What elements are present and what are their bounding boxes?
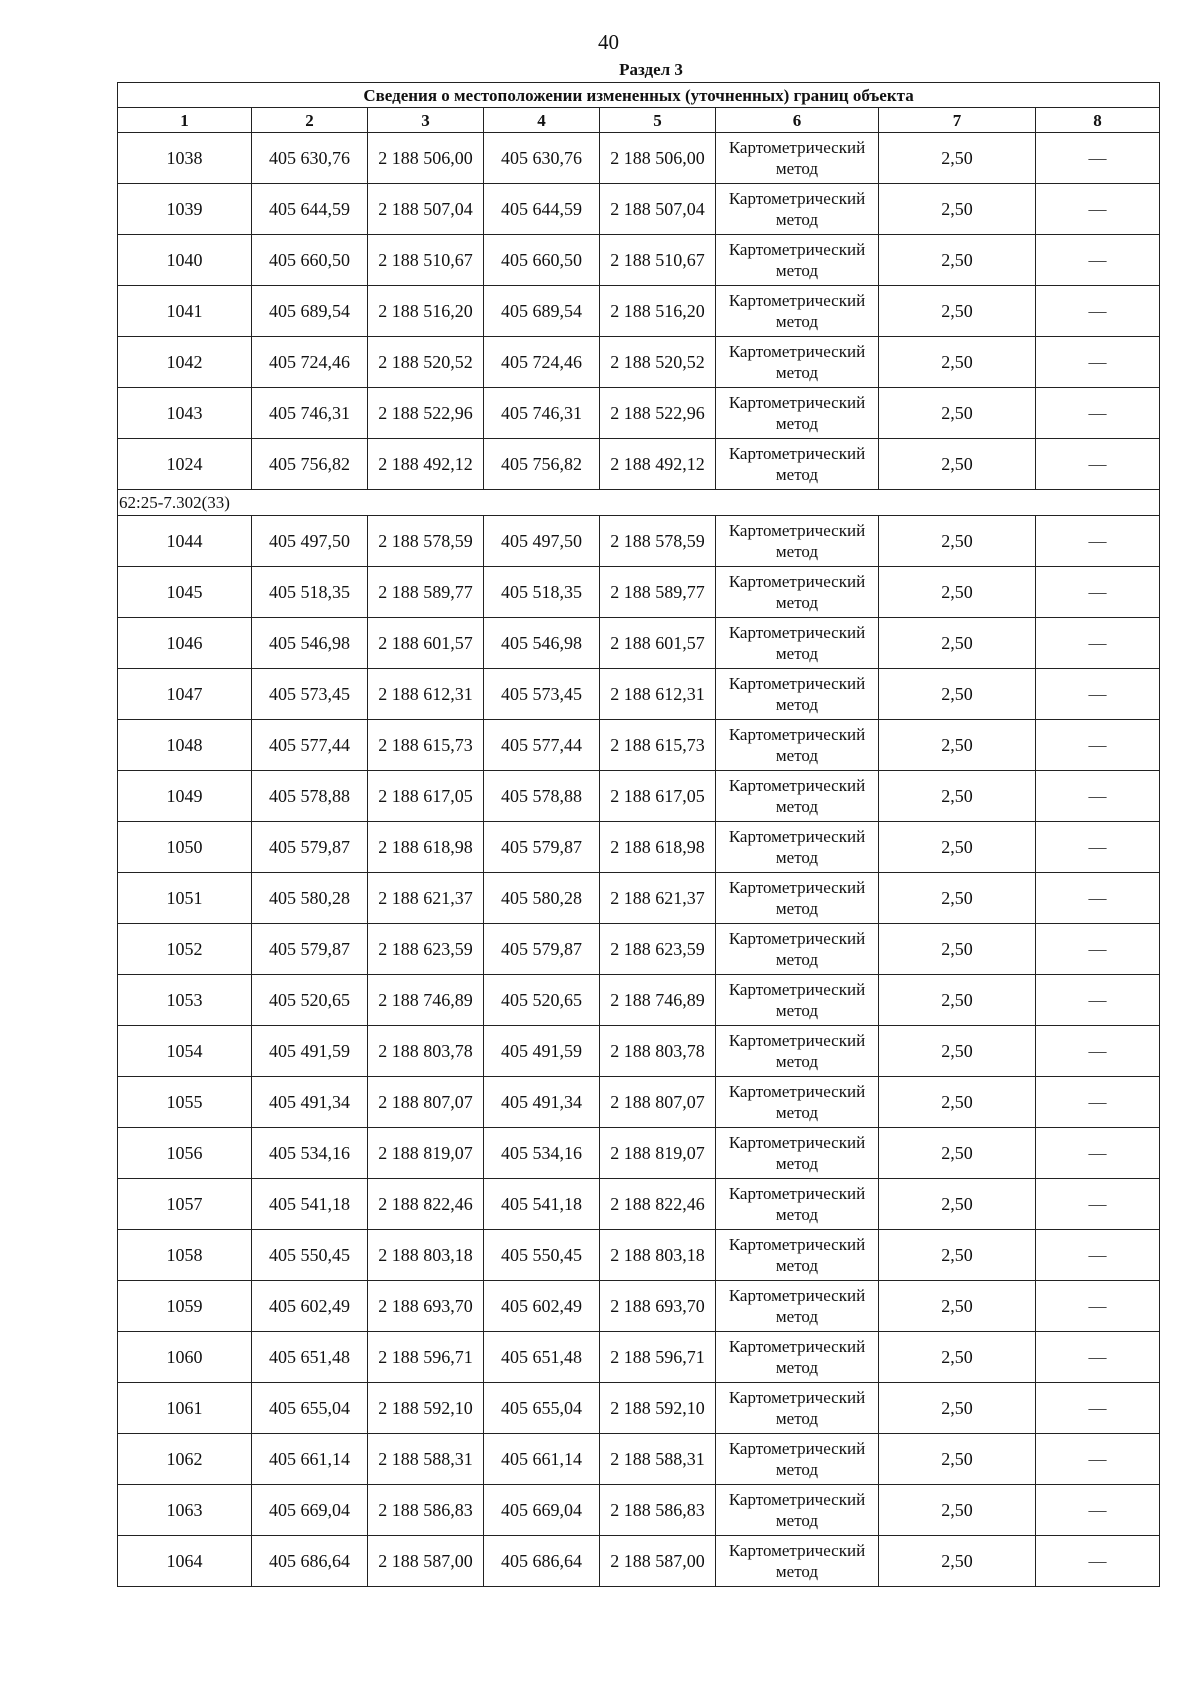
table-cell: —	[1036, 1485, 1160, 1536]
table-cell: Картометрический метод	[716, 1077, 879, 1128]
table-cell: 2 188 615,73	[368, 720, 484, 771]
table-row	[118, 567, 1160, 618]
table-cell: 2,50	[879, 1128, 1036, 1179]
table-cell: Картометрический метод	[716, 1026, 879, 1077]
table-cell: 2 188 601,57	[600, 618, 716, 669]
table-row	[118, 235, 1160, 286]
table-cell: Картометрический метод	[716, 1383, 879, 1434]
table-cell: Картометрический метод	[716, 337, 879, 388]
table-cell: 2 188 507,04	[600, 184, 716, 235]
table-cell: Картометрический метод	[716, 1128, 879, 1179]
table-cell: 405 518,35	[252, 567, 368, 618]
table-cell: 2 188 586,83	[600, 1485, 716, 1536]
table-cell: 405 724,46	[484, 337, 600, 388]
table-row	[118, 669, 1160, 720]
table-cell: 2 188 520,52	[368, 337, 484, 388]
table-cell: Картометрический метод	[716, 720, 879, 771]
table-row	[118, 286, 1160, 337]
table-cell: 405 602,49	[252, 1281, 368, 1332]
table-cell: 405 686,64	[484, 1536, 600, 1587]
table-cell: 2 188 803,18	[368, 1230, 484, 1281]
table-cell: Картометрический метод	[716, 1230, 879, 1281]
table-cell: Картометрический метод	[716, 1536, 879, 1587]
table-cell: Картометрический метод	[716, 873, 879, 924]
table-cell: Картометрический метод	[716, 567, 879, 618]
table-cell: 405 491,59	[484, 1026, 600, 1077]
table-cell: 405 491,34	[484, 1077, 600, 1128]
table-cell: 2 188 492,12	[600, 439, 716, 490]
table-cell: 1044	[118, 516, 252, 567]
table-cell: 1054	[118, 1026, 252, 1077]
table-body	[118, 83, 1160, 1587]
table-cell: 405 573,45	[252, 669, 368, 720]
table-title: Сведения о местоположении измененных (уточненных) границ объекта	[118, 83, 1160, 108]
table-cell: 405 579,87	[252, 822, 368, 873]
table-cell: 2 188 819,07	[600, 1128, 716, 1179]
table-cell: 2 188 693,70	[600, 1281, 716, 1332]
table-cell: 2,50	[879, 1485, 1036, 1536]
table-cell: 2 188 803,18	[600, 1230, 716, 1281]
table-cell: 405 579,87	[484, 924, 600, 975]
table-cell: 1038	[118, 133, 252, 184]
table-cell: 2 188 803,78	[600, 1026, 716, 1077]
table-cell: 2,50	[879, 235, 1036, 286]
table-cell: 2 188 516,20	[368, 286, 484, 337]
table-cell: 405 520,65	[484, 975, 600, 1026]
table-cell: 405 546,98	[252, 618, 368, 669]
table-cell: Картометрический метод	[716, 516, 879, 567]
table-cell: Картометрический метод	[716, 669, 879, 720]
table-cell: 405 491,59	[252, 1026, 368, 1077]
table-cell: 2,50	[879, 873, 1036, 924]
table-cell: —	[1036, 1026, 1160, 1077]
table-cell: 405 651,48	[252, 1332, 368, 1383]
table-cell: Картометрический метод	[716, 133, 879, 184]
table-cell: 405 579,87	[484, 822, 600, 873]
table-cell: 2,50	[879, 567, 1036, 618]
column-number: 5	[600, 108, 716, 133]
table-cell: 2,50	[879, 1026, 1036, 1077]
table-cell: —	[1036, 771, 1160, 822]
table-cell: 2,50	[879, 975, 1036, 1026]
table-cell: 405 669,04	[484, 1485, 600, 1536]
table-cell: —	[1036, 873, 1160, 924]
table-cell: —	[1036, 567, 1160, 618]
table-cell: 2 188 803,78	[368, 1026, 484, 1077]
table-cell: —	[1036, 388, 1160, 439]
table-cell: Картометрический метод	[716, 1434, 879, 1485]
table-cell: 2,50	[879, 184, 1036, 235]
table-cell: 405 550,45	[252, 1230, 368, 1281]
table-cell: 405 630,76	[252, 133, 368, 184]
table-cell: —	[1036, 133, 1160, 184]
table-title-row	[118, 83, 1160, 108]
group-label: 62:25-7.302(33)	[118, 490, 1160, 516]
table-row	[118, 1332, 1160, 1383]
table-cell: —	[1036, 1179, 1160, 1230]
table-cell: 1045	[118, 567, 252, 618]
table-cell: —	[1036, 235, 1160, 286]
table-cell: 405 550,45	[484, 1230, 600, 1281]
table-cell: 2 188 617,05	[368, 771, 484, 822]
table-cell: Картометрический метод	[716, 1281, 879, 1332]
table-row	[118, 133, 1160, 184]
table-cell: 2,50	[879, 771, 1036, 822]
column-number-row	[118, 108, 1160, 133]
table-cell: 2 188 623,59	[600, 924, 716, 975]
group-header-row	[118, 490, 1160, 516]
table-cell: 2 188 588,31	[600, 1434, 716, 1485]
table-cell: 405 689,54	[252, 286, 368, 337]
table-cell: 2,50	[879, 133, 1036, 184]
table-cell: 2 188 618,98	[600, 822, 716, 873]
table-cell: 2,50	[879, 924, 1036, 975]
column-number: 3	[368, 108, 484, 133]
table-row	[118, 1179, 1160, 1230]
table-cell: 1039	[118, 184, 252, 235]
table-cell: 2 188 586,83	[368, 1485, 484, 1536]
table-row	[118, 1128, 1160, 1179]
table-cell: 2 188 588,31	[368, 1434, 484, 1485]
table-cell: 2 188 596,71	[368, 1332, 484, 1383]
table-cell: 2,50	[879, 388, 1036, 439]
table-cell: 405 661,14	[252, 1434, 368, 1485]
table-cell: 1043	[118, 388, 252, 439]
table-cell: Картометрический метод	[716, 1485, 879, 1536]
table-cell: 405 546,98	[484, 618, 600, 669]
table-cell: 405 491,34	[252, 1077, 368, 1128]
table-cell: 2 188 596,71	[600, 1332, 716, 1383]
table-cell: 405 520,65	[252, 975, 368, 1026]
table-cell: —	[1036, 439, 1160, 490]
table-cell: 1055	[118, 1077, 252, 1128]
table-cell: 2 188 601,57	[368, 618, 484, 669]
table-cell: 2 188 592,10	[368, 1383, 484, 1434]
table-row	[118, 1230, 1160, 1281]
table-cell: 405 644,59	[252, 184, 368, 235]
table-cell: —	[1036, 1383, 1160, 1434]
table-row	[118, 873, 1160, 924]
table-cell: 405 518,35	[484, 567, 600, 618]
table-cell: 1042	[118, 337, 252, 388]
table-cell: —	[1036, 924, 1160, 975]
table-cell: —	[1036, 1332, 1160, 1383]
table-cell: 2 188 623,59	[368, 924, 484, 975]
table-cell: —	[1036, 184, 1160, 235]
table-row	[118, 618, 1160, 669]
table-cell: 405 578,88	[252, 771, 368, 822]
table-cell: Картометрический метод	[716, 1332, 879, 1383]
column-number: 2	[252, 108, 368, 133]
table-cell: 2 188 621,37	[600, 873, 716, 924]
table-cell: 2,50	[879, 669, 1036, 720]
table-row	[118, 1383, 1160, 1434]
table-cell: 405 580,28	[252, 873, 368, 924]
table-cell: 2 188 612,31	[600, 669, 716, 720]
table-cell: —	[1036, 1230, 1160, 1281]
table-cell: —	[1036, 1536, 1160, 1587]
table-cell: 2 188 522,96	[600, 388, 716, 439]
table-row	[118, 337, 1160, 388]
table-cell: —	[1036, 720, 1160, 771]
table-cell: 2,50	[879, 1383, 1036, 1434]
table-cell: 1062	[118, 1434, 252, 1485]
table-cell: 405 573,45	[484, 669, 600, 720]
table-cell: Картометрический метод	[716, 924, 879, 975]
table-cell: 1063	[118, 1485, 252, 1536]
table-cell: Картометрический метод	[716, 235, 879, 286]
table-cell: 405 686,64	[252, 1536, 368, 1587]
table-cell: —	[1036, 1077, 1160, 1128]
table-cell: 2 188 522,96	[368, 388, 484, 439]
table-cell: 2 188 746,89	[600, 975, 716, 1026]
table-cell: 2,50	[879, 337, 1036, 388]
table-cell: 2,50	[879, 1434, 1036, 1485]
coordinates-table	[117, 82, 1160, 1587]
table-cell: 405 497,50	[252, 516, 368, 567]
table-cell: Картометрический метод	[716, 975, 879, 1026]
table-cell: 405 602,49	[484, 1281, 600, 1332]
table-cell: 2,50	[879, 516, 1036, 567]
table-cell: —	[1036, 975, 1160, 1026]
table-row	[118, 388, 1160, 439]
table-row	[118, 1077, 1160, 1128]
table-cell: Картометрический метод	[716, 822, 879, 873]
table-cell: 405 689,54	[484, 286, 600, 337]
table-cell: —	[1036, 618, 1160, 669]
table-cell: 405 756,82	[252, 439, 368, 490]
table-cell: 405 578,88	[484, 771, 600, 822]
table-cell: 2,50	[879, 1179, 1036, 1230]
table-cell: 405 660,50	[484, 235, 600, 286]
table-cell: 1048	[118, 720, 252, 771]
table-cell: 1049	[118, 771, 252, 822]
table-row	[118, 184, 1160, 235]
table-cell: 1050	[118, 822, 252, 873]
table-row	[118, 771, 1160, 822]
table-cell: —	[1036, 516, 1160, 567]
table-cell: 1041	[118, 286, 252, 337]
table-cell: 2 188 520,52	[600, 337, 716, 388]
table-cell: 405 746,31	[484, 388, 600, 439]
table-cell: 405 644,59	[484, 184, 600, 235]
table-cell: 2 188 807,07	[600, 1077, 716, 1128]
table-row	[118, 1281, 1160, 1332]
table-cell: 1047	[118, 669, 252, 720]
column-number: 1	[118, 108, 252, 133]
table-cell: —	[1036, 669, 1160, 720]
table-cell: 2,50	[879, 1332, 1036, 1383]
table-cell: 1051	[118, 873, 252, 924]
table-cell: 405 661,14	[484, 1434, 600, 1485]
table-row	[118, 975, 1160, 1026]
table-cell: 2 188 506,00	[600, 133, 716, 184]
table-cell: 2 188 592,10	[600, 1383, 716, 1434]
table-cell: 405 534,16	[252, 1128, 368, 1179]
table-cell: —	[1036, 822, 1160, 873]
section-label: Раздел 3	[619, 60, 683, 79]
table-cell: 2 188 492,12	[368, 439, 484, 490]
table-cell: Картометрический метод	[716, 618, 879, 669]
table-row	[118, 822, 1160, 873]
table-cell: 1057	[118, 1179, 252, 1230]
table-cell: 1052	[118, 924, 252, 975]
table-cell: Картометрический метод	[716, 439, 879, 490]
table-cell: 405 580,28	[484, 873, 600, 924]
table-cell: 2 188 807,07	[368, 1077, 484, 1128]
table-cell: 405 497,50	[484, 516, 600, 567]
table-cell: —	[1036, 1281, 1160, 1332]
column-number: 8	[1036, 108, 1160, 133]
table-cell: 405 724,46	[252, 337, 368, 388]
table-cell: Картометрический метод	[716, 388, 879, 439]
table-cell: 2 188 587,00	[368, 1536, 484, 1587]
table-cell: 2 188 510,67	[368, 235, 484, 286]
table-cell: 2 188 578,59	[600, 516, 716, 567]
table-cell: 2 188 693,70	[368, 1281, 484, 1332]
table-cell: 2 188 507,04	[368, 184, 484, 235]
table-row	[118, 516, 1160, 567]
table-row	[118, 720, 1160, 771]
table-row	[118, 1485, 1160, 1536]
table-cell: 2 188 746,89	[368, 975, 484, 1026]
table-cell: 405 577,44	[484, 720, 600, 771]
table-cell: 405 669,04	[252, 1485, 368, 1536]
table-row	[118, 1026, 1160, 1077]
table-cell: 1040	[118, 235, 252, 286]
table-cell: 405 660,50	[252, 235, 368, 286]
table-row	[118, 1434, 1160, 1485]
table-cell: 405 655,04	[252, 1383, 368, 1434]
table-cell: 405 630,76	[484, 133, 600, 184]
table-cell: —	[1036, 1128, 1160, 1179]
column-number: 6	[716, 108, 879, 133]
table-cell: 2 188 587,00	[600, 1536, 716, 1587]
table-cell: —	[1036, 337, 1160, 388]
table-cell: Картометрический метод	[716, 286, 879, 337]
table-cell: 2 188 621,37	[368, 873, 484, 924]
table-cell: 1024	[118, 439, 252, 490]
table-cell: 2 188 510,67	[600, 235, 716, 286]
column-number: 4	[484, 108, 600, 133]
table-cell: 405 534,16	[484, 1128, 600, 1179]
page-number: 40	[598, 30, 619, 54]
table-cell: 1053	[118, 975, 252, 1026]
table-cell: 2 188 516,20	[600, 286, 716, 337]
table-cell: 2,50	[879, 286, 1036, 337]
table-cell: 405 651,48	[484, 1332, 600, 1383]
table-cell: 1058	[118, 1230, 252, 1281]
table-cell: 2,50	[879, 720, 1036, 771]
table-cell: 2,50	[879, 822, 1036, 873]
table-cell: 2 188 612,31	[368, 669, 484, 720]
table-row	[118, 439, 1160, 490]
table-cell: 2 188 822,46	[368, 1179, 484, 1230]
column-number: 7	[879, 108, 1036, 133]
table-cell: —	[1036, 286, 1160, 337]
table-cell: 2 188 822,46	[600, 1179, 716, 1230]
table-cell: 405 746,31	[252, 388, 368, 439]
table-cell: Картометрический метод	[716, 1179, 879, 1230]
table-cell: 1064	[118, 1536, 252, 1587]
table-cell: —	[1036, 1434, 1160, 1485]
table-cell: 2 188 617,05	[600, 771, 716, 822]
table-cell: 2,50	[879, 1536, 1036, 1587]
table-cell: 405 655,04	[484, 1383, 600, 1434]
table-cell: 2 188 589,77	[600, 567, 716, 618]
table-cell: 2,50	[879, 618, 1036, 669]
table-cell: 2 188 615,73	[600, 720, 716, 771]
table-cell: 405 577,44	[252, 720, 368, 771]
table-cell: 2,50	[879, 1281, 1036, 1332]
table-cell: 405 579,87	[252, 924, 368, 975]
table-cell: 2,50	[879, 1077, 1036, 1128]
table-cell: 1061	[118, 1383, 252, 1434]
table-cell: 2,50	[879, 439, 1036, 490]
table-row	[118, 1536, 1160, 1587]
table-row	[118, 924, 1160, 975]
table-cell: 2 188 589,77	[368, 567, 484, 618]
table-cell: 2,50	[879, 1230, 1036, 1281]
table-cell: 1059	[118, 1281, 252, 1332]
table-cell: 2 188 506,00	[368, 133, 484, 184]
table-cell: 1060	[118, 1332, 252, 1383]
table-cell: 2 188 618,98	[368, 822, 484, 873]
table-cell: 2 188 819,07	[368, 1128, 484, 1179]
table-cell: 405 541,18	[484, 1179, 600, 1230]
table-cell: 405 541,18	[252, 1179, 368, 1230]
table-cell: 405 756,82	[484, 439, 600, 490]
table-cell: 1056	[118, 1128, 252, 1179]
table-cell: Картометрический метод	[716, 771, 879, 822]
table-cell: Картометрический метод	[716, 184, 879, 235]
table-cell: 2 188 578,59	[368, 516, 484, 567]
table-cell: 1046	[118, 618, 252, 669]
